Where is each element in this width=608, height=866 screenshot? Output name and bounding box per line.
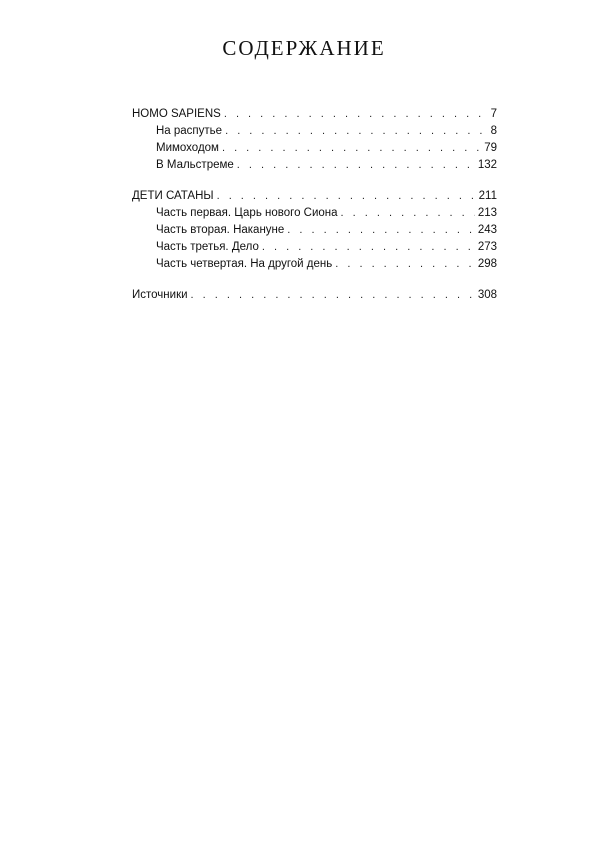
toc-entry-label: Мимоходом xyxy=(156,142,219,154)
toc-leader-dots xyxy=(222,140,481,157)
toc-page-number: 7 xyxy=(490,108,497,120)
toc-entry-label: ДЕТИ САТАНЫ xyxy=(132,190,214,202)
toc-section-deti-satany xyxy=(132,188,497,273)
toc-entry[interactable] xyxy=(132,239,497,256)
toc-page-number: 243 xyxy=(477,224,497,236)
toc-leader-dots xyxy=(287,222,475,239)
toc-entry[interactable] xyxy=(132,205,497,222)
toc-leader-dots xyxy=(237,157,475,174)
toc-leader-dots xyxy=(225,123,488,140)
page-title: СОДЕРЖАНИЕ xyxy=(222,36,386,60)
toc-entry-label: HOMO SAPIENS xyxy=(132,108,221,120)
toc-section-homo-sapiens xyxy=(132,106,497,174)
toc-page-number: 8 xyxy=(490,125,497,137)
toc-entry[interactable] xyxy=(132,256,497,273)
toc-entry-label: На распутье xyxy=(156,125,223,137)
toc-entry-label: Часть вторая. Накануне xyxy=(156,224,285,236)
toc-page-number: 213 xyxy=(477,207,497,219)
toc-entry[interactable] xyxy=(132,222,497,239)
toc-entry-label: Часть третья. Дело xyxy=(156,241,259,253)
toc-entry[interactable] xyxy=(132,106,497,123)
toc-section-sources xyxy=(132,287,497,304)
toc-leader-dots xyxy=(217,188,476,205)
toc-entry[interactable] xyxy=(132,188,497,205)
toc-entry[interactable] xyxy=(132,157,497,174)
toc-page-number: 308 xyxy=(477,289,497,301)
toc-entry[interactable] xyxy=(132,123,497,140)
table-of-contents xyxy=(132,106,497,318)
toc-entry[interactable] xyxy=(132,140,497,157)
toc-entry-label: Часть первая. Царь нового Сиона xyxy=(156,207,338,219)
toc-page-number: 132 xyxy=(477,159,497,171)
toc-page-number: 211 xyxy=(478,190,497,202)
toc-leader-dots xyxy=(335,256,475,273)
toc-page-number: 298 xyxy=(477,258,497,270)
toc-entry-label: В Мальстреме xyxy=(156,159,234,171)
toc-entry-label: Часть четвертая. На другой день xyxy=(156,258,333,270)
toc-entry-label: Источники xyxy=(132,289,188,301)
toc-leader-dots xyxy=(262,239,475,256)
toc-page-number: 79 xyxy=(484,142,497,154)
toc-page-number: 273 xyxy=(477,241,497,253)
toc-leader-dots xyxy=(224,106,488,123)
toc-leader-dots xyxy=(191,287,475,304)
toc-leader-dots xyxy=(341,205,475,222)
toc-entry[interactable] xyxy=(132,287,497,304)
